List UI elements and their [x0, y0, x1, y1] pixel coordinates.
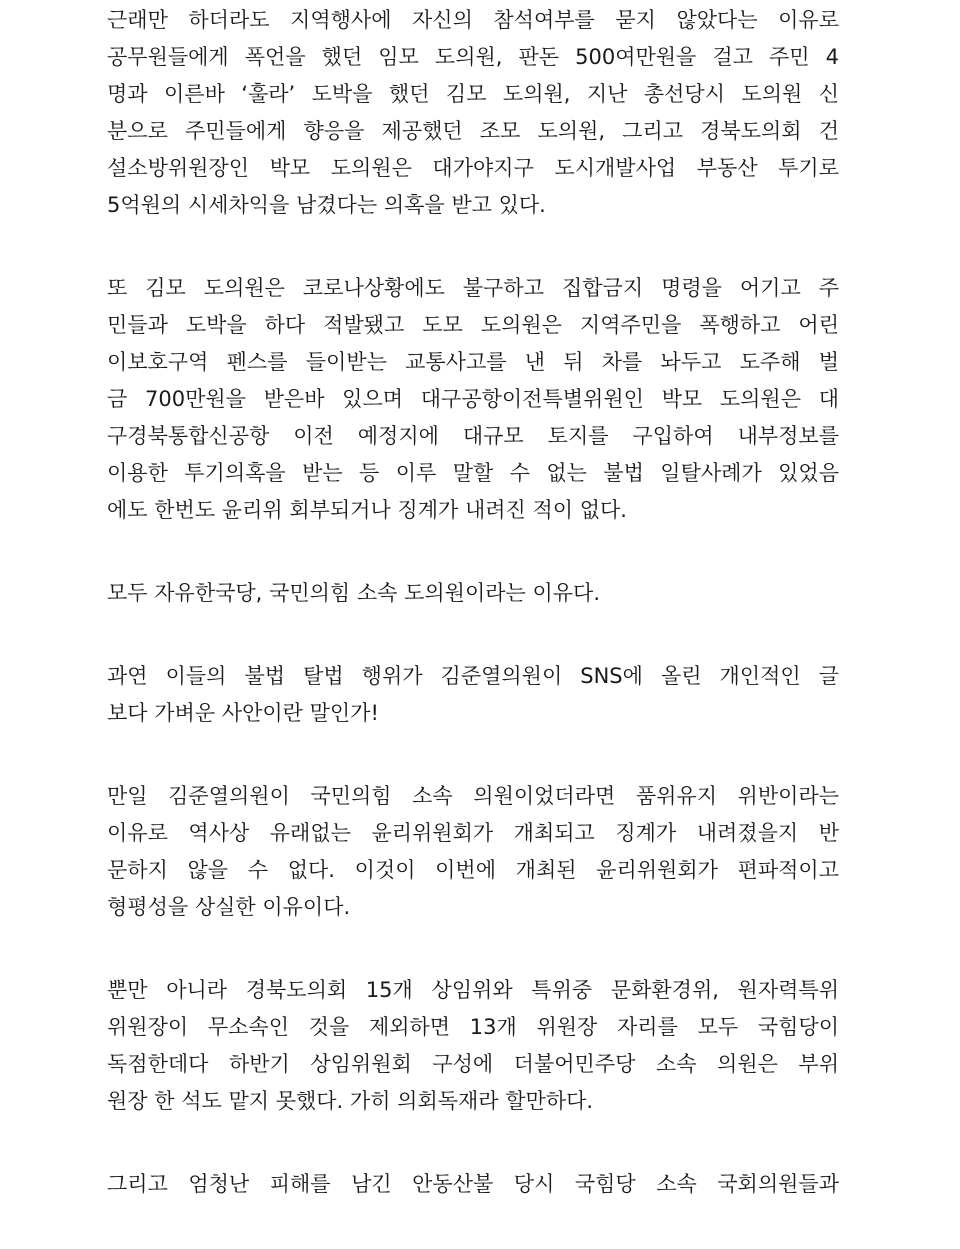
paragraph	[107, 1166, 839, 1203]
text-line: 보다 가벼운 사안이란 말인가!	[107, 701, 379, 725]
text-line: 민들과 도박을 하다 적발됐고 도모 도의원은 지역주민을 폭행하고 어린	[107, 313, 839, 337]
text-line: 또 김모 도의원은 코로나상황에도 불구하고 집합금지 명령을 어기고 주	[107, 276, 839, 300]
text-line: 원장 한 석도 맡지 못했다. 가히 의회독재라 할만하다.	[107, 1089, 594, 1113]
paragraph	[107, 2, 839, 224]
text-line: 이보호구역 펜스를 들이받는 교통사고를 낸 뒤 차를 놔두고 도주해 벌	[107, 350, 839, 374]
text-line: 5억원의 시세차익을 남겼다는 의혹을 받고 있다.	[107, 193, 546, 217]
text-line: 명과 이른바 ‘훌라’ 도박을 했던 김모 도의원, 지난 총선당시 도의원 신	[107, 82, 839, 106]
text-line: 구경북통합신공항 이전 예정지에 대규모 토지를 구입하여 내부정보를	[107, 424, 839, 448]
text-line: 과연 이들의 불법 탈법 행위가 김준열의원이 SNS에 올린 개인적인 글	[107, 664, 839, 688]
text-line: 금 700만원을 받은바 있으며 대구공항이전특별위원인 박모 도의원은 대	[107, 387, 839, 411]
text-line: 만일 김준열의원이 국민의힘 소속 의원이었더라면 품위유지 위반이라는	[107, 784, 839, 808]
text-line: 그리고 엄청난 피해를 남긴 안동산불 당시 국힘당 소속 국회의원들과	[107, 1172, 839, 1196]
text-line: 위원장이 무소속인 것을 제외하면 13개 위원장 자리를 모두 국힘당이	[107, 1015, 839, 1039]
text-line: 뿐만 아니라 경북도의회 15개 상임위와 특위중 문화환경위, 원자력특위	[107, 978, 839, 1002]
paragraph	[107, 778, 839, 926]
text-line: 설소방위원장인 박모 도의원은 대가야지구 도시개발사업 부동산 투기로	[107, 156, 839, 180]
text-line: 이용한 투기의혹을 받는 등 이루 말할 수 없는 불법 일탈사례가 있었음	[107, 461, 839, 485]
text-line: 에도 한번도 윤리위 회부되거나 징계가 내려진 적이 없다.	[107, 498, 627, 522]
paragraph	[107, 575, 839, 612]
text-line: 독점한데다 하반기 상임위원회 구성에 더불어민주당 소속 의원은 부위	[107, 1052, 839, 1076]
paragraph	[107, 270, 839, 529]
text-line: 모두 자유한국당, 국민의힘 소속 도의원이라는 이유다.	[107, 581, 601, 605]
text-line: 분으로 주민들에게 향응을 제공했던 조모 도의원, 그리고 경북도의회 건	[107, 119, 839, 143]
paragraph	[107, 972, 839, 1120]
text-line: 근래만 하더라도 지역행사에 자신의 참석여부를 묻지 않았다는 이유로	[107, 8, 839, 32]
document-page	[107, 2, 839, 1249]
text-line: 문하지 않을 수 없다. 이것이 이번에 개최된 윤리위원회가 편파적이고	[107, 858, 839, 882]
text-line: 형평성을 상실한 이유이다.	[107, 895, 351, 919]
paragraph	[107, 658, 839, 732]
text-line: 공무원들에게 폭언을 했던 임모 도의원, 판돈 500여만원을 걸고 주민 4	[107, 45, 839, 69]
text-line: 이유로 역사상 유래없는 윤리위원회가 개최되고 징계가 내려졌을지 반	[107, 821, 839, 845]
